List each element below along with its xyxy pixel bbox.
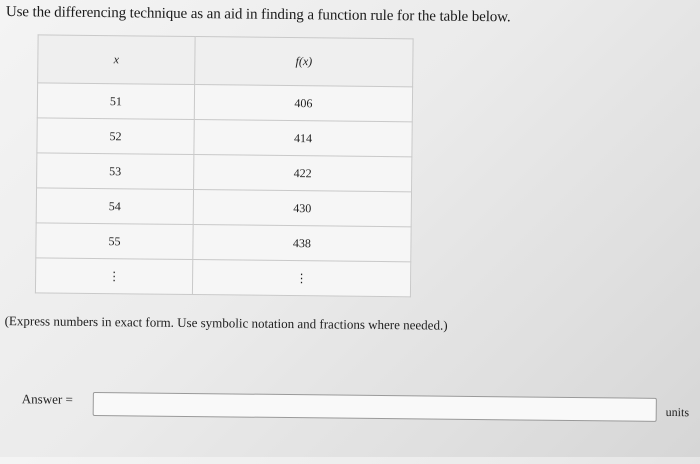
header-x xyxy=(38,35,195,85)
cell-fx: 438 xyxy=(193,225,411,262)
cell-fx: 430 xyxy=(193,190,411,227)
header-fx-label: f(x) xyxy=(295,54,313,69)
answer-input[interactable] xyxy=(93,392,657,422)
question-text: Use the differencing technique as an aid in finding a function rule for the table below. xyxy=(5,4,511,26)
table-row xyxy=(36,188,411,227)
cell-fx: 422 xyxy=(194,155,412,192)
table-row-ellipsis xyxy=(35,258,410,297)
cell-fx-ellipsis: ⋮ xyxy=(192,260,410,297)
function-table xyxy=(35,34,414,297)
cell-x-ellipsis: ⋮ xyxy=(35,258,192,295)
cell-x: 53 xyxy=(37,153,194,190)
table-row xyxy=(36,223,411,262)
cell-x: 51 xyxy=(37,83,194,120)
table-row xyxy=(37,153,412,192)
instruction-note: (Express numbers in exact form. Use symbolic notation and fractions where needed.) xyxy=(4,313,448,333)
answer-label: Answer = xyxy=(21,391,73,407)
cell-fx: 414 xyxy=(194,120,412,157)
cell-fx: 406 xyxy=(194,85,412,122)
table-row xyxy=(37,83,412,122)
units-label: units xyxy=(665,404,690,420)
header-fx xyxy=(195,37,413,87)
header-x-label: x xyxy=(113,52,120,67)
cell-x: 52 xyxy=(37,118,194,155)
cell-x: 55 xyxy=(36,223,193,260)
table-row xyxy=(37,118,412,157)
cell-x: 54 xyxy=(36,188,193,225)
table-header-row xyxy=(38,35,413,87)
